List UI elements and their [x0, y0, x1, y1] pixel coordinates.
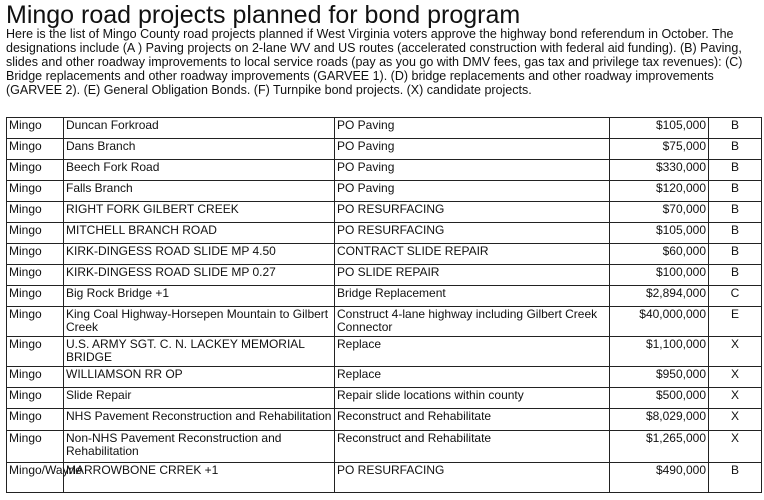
- cell-project: NHS Pavement Reconstruction and Rehabilitation: [64, 409, 335, 431]
- cell-project-type: Replace: [335, 367, 610, 388]
- cell-category: B: [709, 160, 762, 181]
- table-row: [7, 265, 762, 286]
- cell-county: Mingo/Wayne: [7, 463, 64, 493]
- cell-county: Mingo: [7, 244, 64, 265]
- cell-category: B: [709, 118, 762, 139]
- cell-category: X: [709, 431, 762, 463]
- cell-cost: $1,100,000: [610, 337, 709, 367]
- cell-category: B: [709, 181, 762, 202]
- cell-cost: $100,000: [610, 265, 709, 286]
- cell-cost: $330,000: [610, 160, 709, 181]
- table-row: [7, 223, 762, 244]
- intro-paragraph: Here is the list of Mingo County road projects planned if West Virginia voters approve the highway bond referendum in October. The designations include (A ) Paving projects on 2-lane WV and US routes (accelerated construction with federal aid funding). (B) Paving, slides and other roadway improvements to local service roads (pay as you go with DMV fees, gas tax and privilege tax revenues): (C) Bridge replacements and other roadway improvements (GARVEE 1). (D) bridge replacements and other roadway improvements (GARVEE 2). (E) General Obligation Bonds. (F) Turnpike bond projects. (X) candidate projects.: [6, 27, 743, 97]
- cell-cost: $8,029,000: [610, 409, 709, 431]
- cell-project-type: PO Paving: [335, 181, 610, 202]
- cell-project-type: Replace: [335, 337, 610, 367]
- cell-cost: $70,000: [610, 202, 709, 223]
- cell-county: Mingo: [7, 409, 64, 431]
- cell-category: C: [709, 286, 762, 307]
- cell-cost: $500,000: [610, 388, 709, 409]
- cell-project-type: Repair slide locations within county: [335, 388, 610, 409]
- cell-cost: $120,000: [610, 181, 709, 202]
- cell-category: X: [709, 367, 762, 388]
- cell-county: Mingo: [7, 160, 64, 181]
- cell-project-type: Reconstruct and Rehabilitate: [335, 431, 610, 463]
- cell-project: RIGHT FORK GILBERT CREEK: [64, 202, 335, 223]
- table-row: [7, 202, 762, 223]
- cell-project: King Coal Highway-Horsepen Mountain to Gilbert Creek: [64, 307, 335, 337]
- cell-county: Mingo: [7, 118, 64, 139]
- cell-county: Mingo: [7, 181, 64, 202]
- cell-cost: $1,265,000: [610, 431, 709, 463]
- cell-county: Mingo: [7, 388, 64, 409]
- cell-project: Beech Fork Road: [64, 160, 335, 181]
- cell-cost: $950,000: [610, 367, 709, 388]
- page-title: Mingo road projects planned for bond program: [6, 1, 521, 29]
- cell-project: U.S. ARMY SGT. C. N. LACKEY MEMORIAL BRIDGE: [64, 337, 335, 367]
- cell-cost: $105,000: [610, 118, 709, 139]
- cell-county: Mingo: [7, 367, 64, 388]
- cell-county: Mingo: [7, 431, 64, 463]
- table-row: [7, 160, 762, 181]
- table-row: [7, 409, 762, 431]
- cell-cost: $105,000: [610, 223, 709, 244]
- cell-project-type: Construct 4-lane highway including Gilbert Creek Connector: [335, 307, 610, 337]
- table-row: [7, 286, 762, 307]
- cell-category: B: [709, 265, 762, 286]
- cell-project-type: PO SLIDE REPAIR: [335, 265, 610, 286]
- cell-county: Mingo: [7, 223, 64, 244]
- cell-category: B: [709, 223, 762, 244]
- cell-category: B: [709, 463, 762, 493]
- cell-category: B: [709, 202, 762, 223]
- cell-cost: $60,000: [610, 244, 709, 265]
- cell-project: WILLIAMSON RR OP: [64, 367, 335, 388]
- cell-cost: $40,000,000: [610, 307, 709, 337]
- cell-project-type: Reconstruct and Rehabilitate: [335, 409, 610, 431]
- cell-project: Non-NHS Pavement Reconstruction and Rehabilitation: [64, 431, 335, 463]
- cell-county: Mingo: [7, 139, 64, 160]
- cell-project: Duncan Forkroad: [64, 118, 335, 139]
- cell-project: Big Rock Bridge +1: [64, 286, 335, 307]
- cell-project: Falls Branch: [64, 181, 335, 202]
- table-row: [7, 431, 762, 463]
- table-row: [7, 307, 762, 337]
- cell-project-type: PO RESURFACING: [335, 463, 610, 493]
- cell-project-type: PO Paving: [335, 139, 610, 160]
- table-row: [7, 118, 762, 139]
- cell-category: X: [709, 337, 762, 367]
- cell-cost: $2,894,000: [610, 286, 709, 307]
- table-row: [7, 244, 762, 265]
- cell-category: B: [709, 244, 762, 265]
- cell-cost: $75,000: [610, 139, 709, 160]
- cell-project: KIRK-DINGESS ROAD SLIDE MP 4.50: [64, 244, 335, 265]
- table-row: [7, 181, 762, 202]
- table-row: [7, 139, 762, 160]
- projects-table: [6, 117, 762, 493]
- cell-county: Mingo: [7, 307, 64, 337]
- cell-county: Mingo: [7, 286, 64, 307]
- cell-project-type: Bridge Replacement: [335, 286, 610, 307]
- table-row: [7, 337, 762, 367]
- table-row: [7, 367, 762, 388]
- cell-county: Mingo: [7, 337, 64, 367]
- cell-category: B: [709, 139, 762, 160]
- cell-county: Mingo: [7, 202, 64, 223]
- cell-project-type: PO RESURFACING: [335, 223, 610, 244]
- cell-project-type: PO Paving: [335, 118, 610, 139]
- cell-project: MITCHELL BRANCH ROAD: [64, 223, 335, 244]
- cell-category: X: [709, 388, 762, 409]
- cell-project-type: PO RESURFACING: [335, 202, 610, 223]
- cell-project: KIRK-DINGESS ROAD SLIDE MP 0.27: [64, 265, 335, 286]
- table-row: [7, 388, 762, 409]
- cell-category: X: [709, 409, 762, 431]
- cell-project: Dans Branch: [64, 139, 335, 160]
- cell-cost: $490,000: [610, 463, 709, 493]
- table-row: [7, 463, 762, 493]
- cell-project: Slide Repair: [64, 388, 335, 409]
- cell-project-type: CONTRACT SLIDE REPAIR: [335, 244, 610, 265]
- cell-project-type: PO Paving: [335, 160, 610, 181]
- cell-category: E: [709, 307, 762, 337]
- cell-county: Mingo: [7, 265, 64, 286]
- cell-project: MARROWBONE CRREK +1: [64, 463, 335, 493]
